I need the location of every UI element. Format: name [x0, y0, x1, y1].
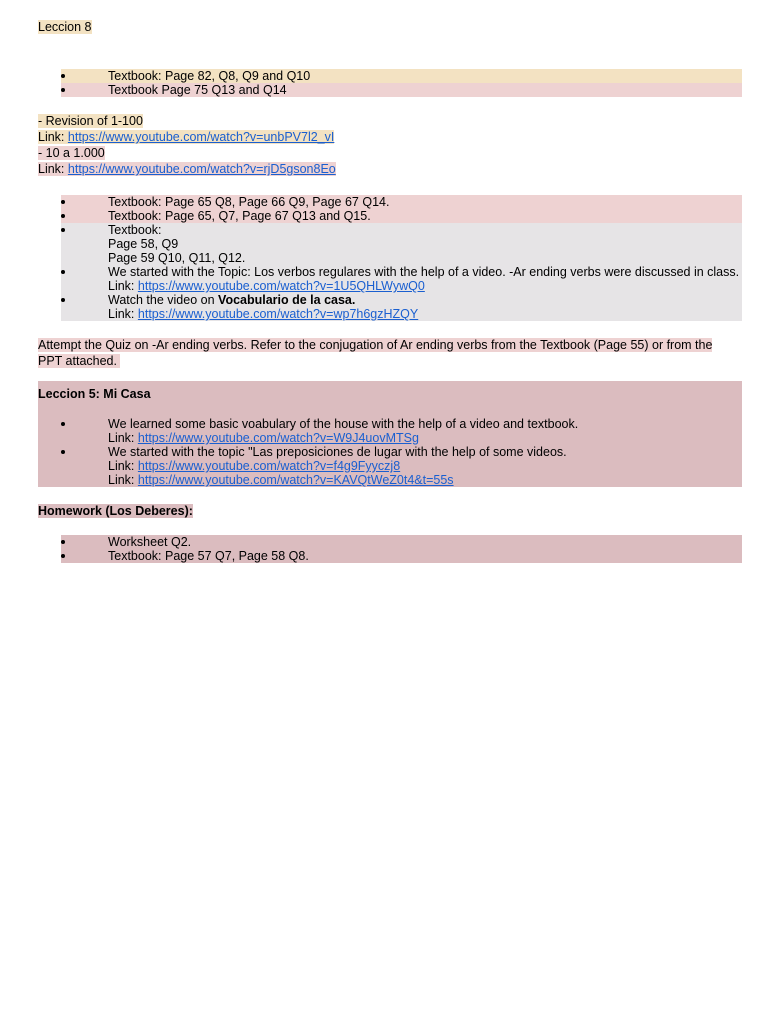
- preposiciones-link-1[interactable]: https://www.youtube.com/watch?v=f4g9Fyyczj8: [137, 459, 401, 473]
- list-item: We started with the Topic: Los verbos regulares with the help of a video. -Ar ending verbs were discussed in class. Link: https://www.youtube.com/watch?v=1U5QHLWywQ0: [61, 265, 742, 293]
- bullet-icon: [61, 540, 65, 544]
- bullet-icon: [61, 422, 65, 426]
- leccion8-list: [38, 69, 742, 97]
- bullet-icon: [61, 200, 65, 204]
- bullet-icon: [61, 88, 65, 92]
- list-item: Textbook Page 75 Q13 and Q14: [61, 83, 742, 97]
- bullet-icon: [61, 74, 65, 78]
- verbos-video-link[interactable]: https://www.youtube.com/watch?v=1U5QHLWywQ0: [137, 279, 425, 293]
- homework-list: [38, 535, 742, 563]
- revision-link1-prefix: Link:: [38, 130, 68, 144]
- revision-line1: - Revision of 1-100: [38, 114, 143, 128]
- homework-title: Homework (Los Deberes):: [38, 504, 193, 518]
- bullet-icon: [61, 450, 65, 454]
- list-item: We started with the topic "Las preposiciones de lugar with the help of some videos. Link: https://www.youtube.com/watch?v=f4g9Fyyczj8 Link: https://www.youtube.com/watch?v=KAVQtWeZ0t4&t=55s: [61, 445, 742, 487]
- list-item: Textbook: Page 65 Q8, Page 66 Q9, Page 67 Q14.: [61, 195, 742, 209]
- revision-link2-prefix: Link:: [38, 162, 68, 176]
- bullet-icon: [61, 298, 65, 302]
- list-item: Watch the video on Vocabulario de la casa. Link: https://www.youtube.com/watch?v=wp7h6gzHZQY: [61, 293, 742, 321]
- list-item: Textbook: Page 65, Q7, Page 67 Q13 and Q15.: [61, 209, 742, 223]
- quiz-paragraph: Attempt the Quiz on -Ar ending verbs. Refer to the conjugation of Ar ending verbs from the Textbook (Page 55) or from the PPT attached.: [38, 338, 713, 368]
- list-item: Textbook: Page 82, Q8, Q9 and Q10: [61, 69, 742, 83]
- vocabulario-video-link[interactable]: https://www.youtube.com/watch?v=wp7h6gzHZQY: [137, 307, 419, 321]
- revision-link2[interactable]: https://www.youtube.com/watch?v=rjD5gson8Eo: [67, 162, 336, 176]
- list-item: Textbook: Page 57 Q7, Page 58 Q8.: [61, 549, 742, 563]
- list-item: We learned some basic voabulary of the house with the help of a video and textbook. Link: https://www.youtube.com/watch?v=W9J4uovMTSg: [61, 417, 742, 445]
- revision-link1[interactable]: https://www.youtube.com/watch?v=unbPV7l2_vI: [67, 130, 335, 144]
- list-item: Textbook: Page 58, Q9 Page 59 Q10, Q11, Q12.: [61, 223, 742, 265]
- leccion8-title: Leccion 8: [38, 20, 92, 34]
- list-item: Worksheet Q2.: [61, 535, 742, 549]
- bullet-icon: [61, 228, 65, 232]
- leccion5-block: [38, 381, 742, 487]
- revision-block: [38, 114, 742, 178]
- preposiciones-link-2[interactable]: https://www.youtube.com/watch?v=KAVQtWeZ0t4&t=55s: [137, 473, 454, 487]
- bullet-icon: [61, 214, 65, 218]
- leccion5-title: Leccion 5: Mi Casa: [38, 387, 151, 401]
- bullet-icon: [61, 554, 65, 558]
- bullet-icon: [61, 270, 65, 274]
- textbook-list: [38, 195, 742, 321]
- house-vocab-link[interactable]: https://www.youtube.com/watch?v=W9J4uovMTSg: [137, 431, 419, 445]
- revision-line2: - 10 a 1.000: [38, 146, 105, 160]
